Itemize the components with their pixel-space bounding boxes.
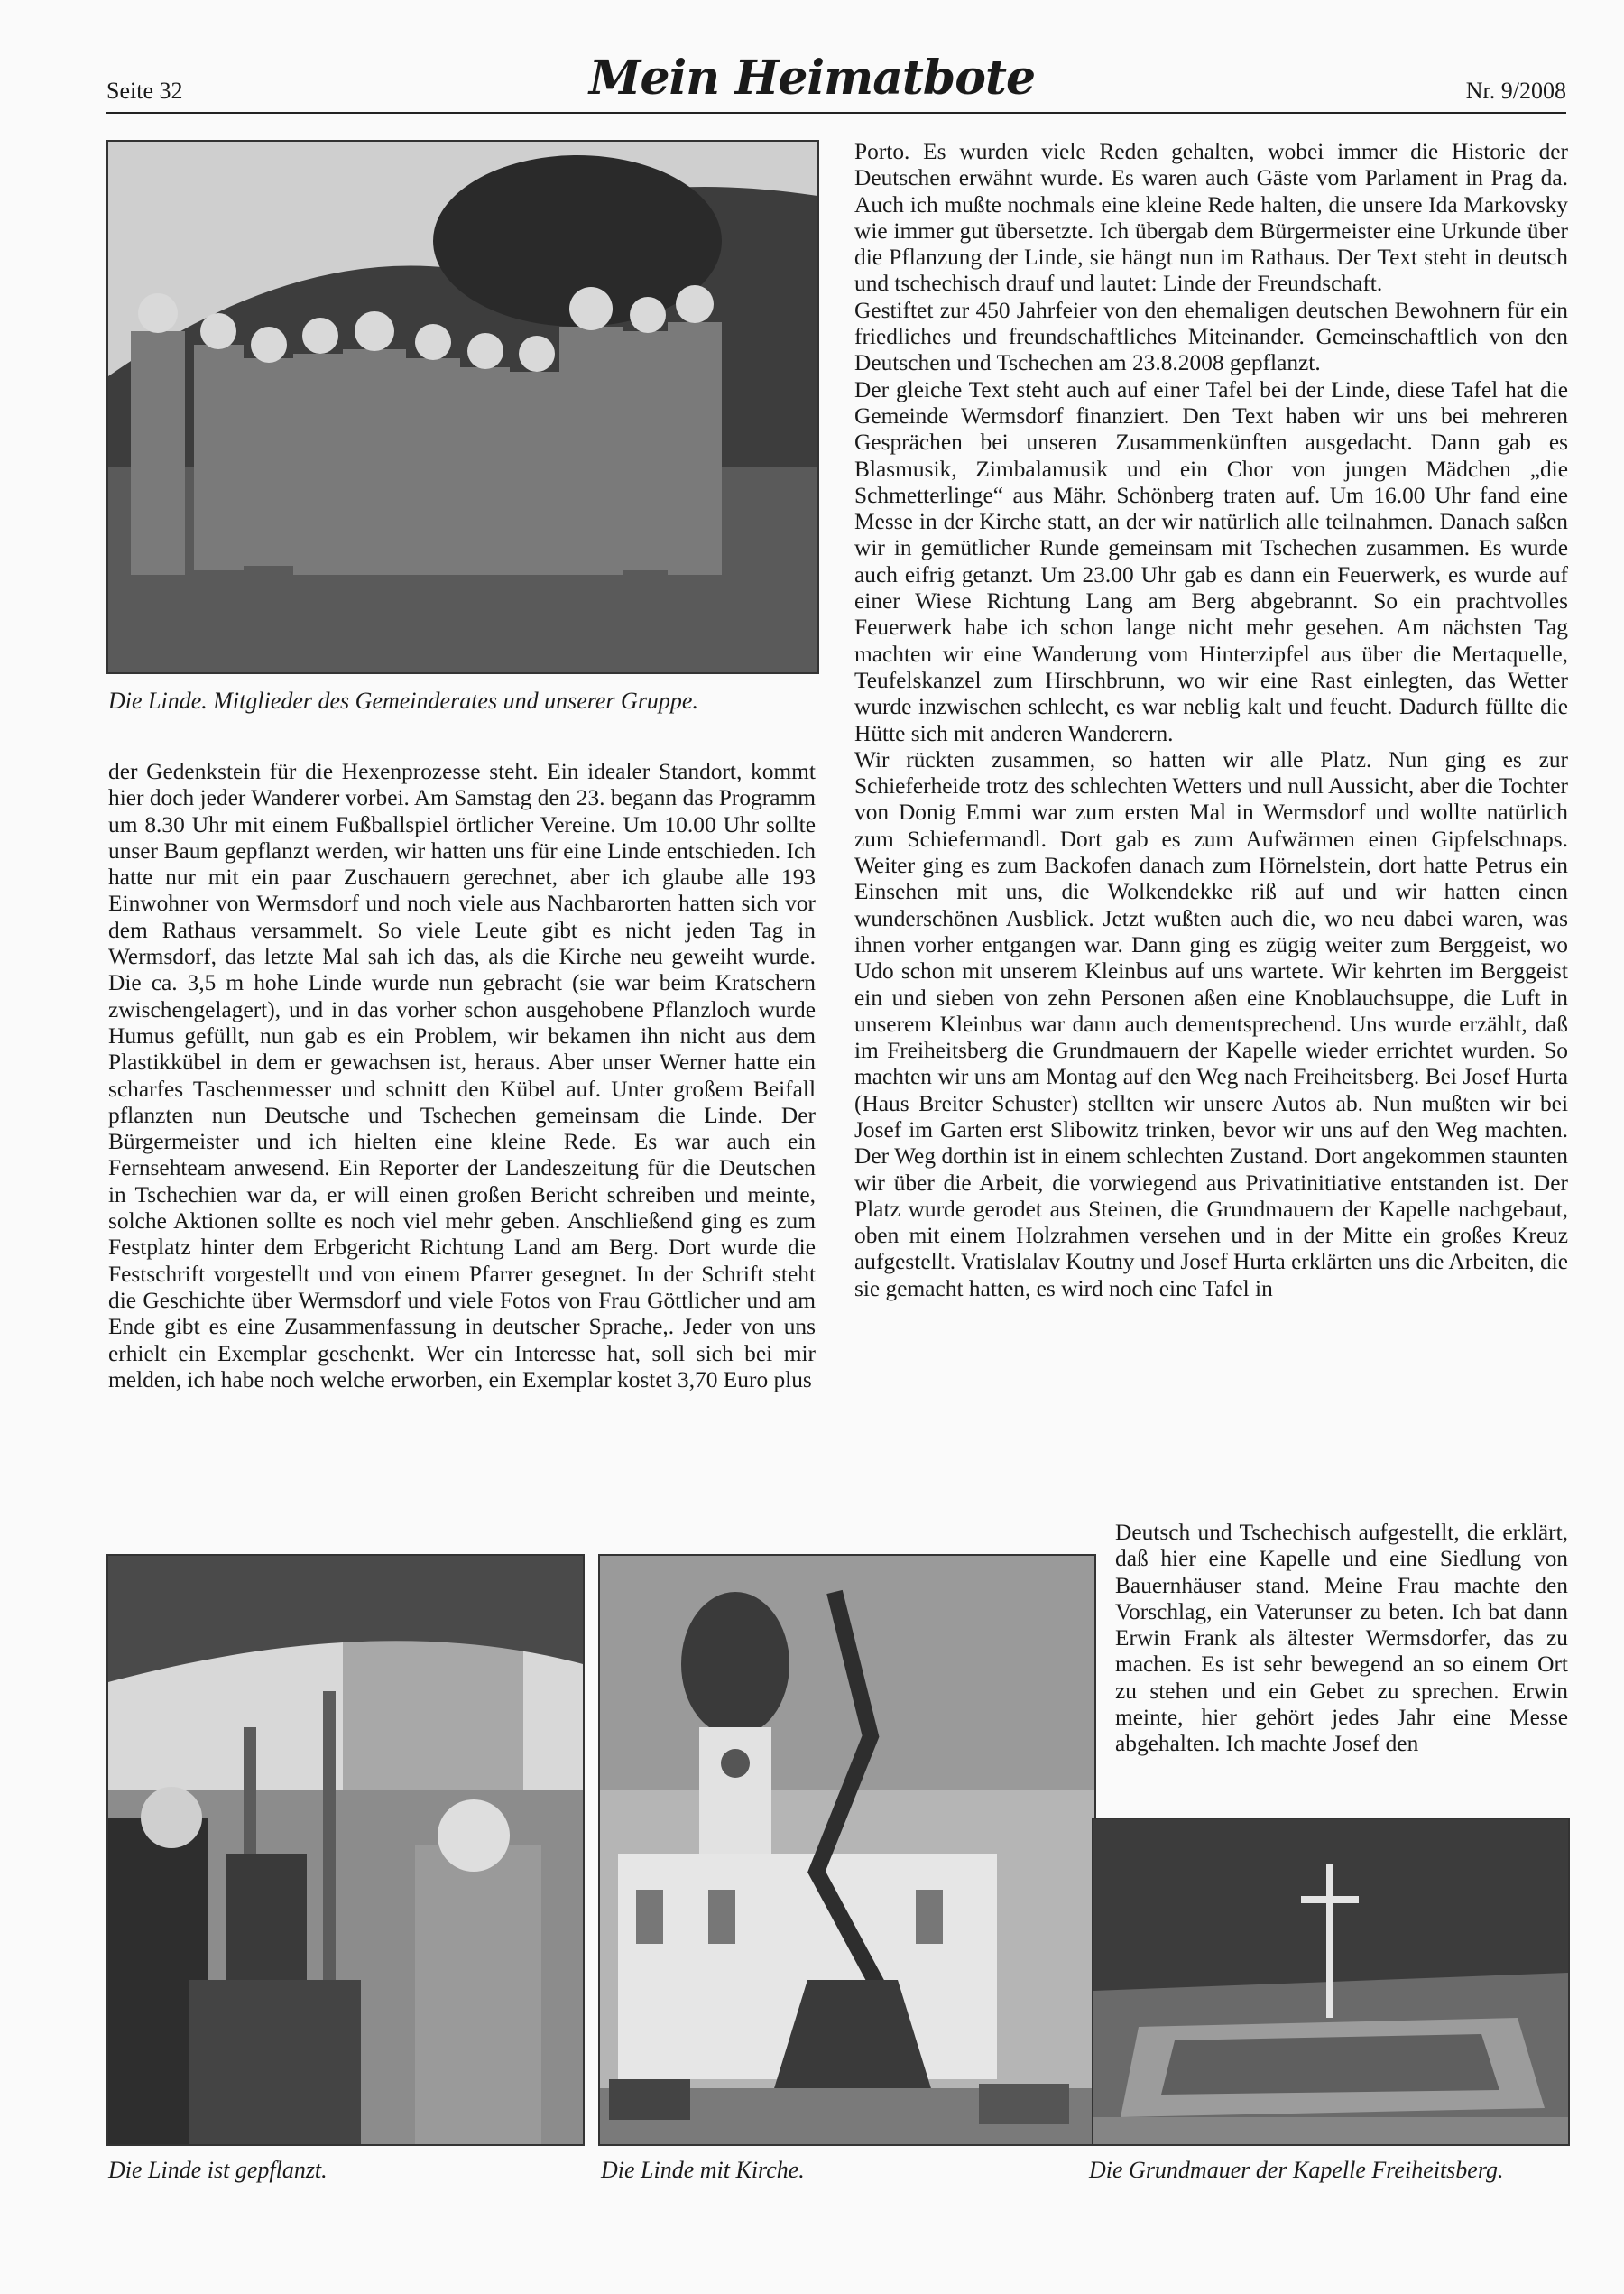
article-narrow-column xyxy=(1115,1520,1568,1758)
church-photo-caption: Die Linde mit Kirche. xyxy=(601,2157,805,2183)
header-rule xyxy=(106,112,1566,114)
paragraph: Der gleiche Text steht auch auf einer Tafel bei der Linde, diese Tafel hat die Gemeinde Wermsdorf finanziert. Den Text haben wir uns bei mehreren Gesprächen bei unseren Zusammenkünften ausgedacht. Dann gab es Blasmusik, Zimbalamusik und ein Chor von jungen Mädchen „die Schmetterlinge“ aus Mähr. Schönberg traten auf. Um 16.00 Uhr fand eine Messe in der Kirche statt, an der wir natürlich alle teilnahmen. Danach saßen wir in gemütlicher Runde gemeinsam mit Tschechen zusammen. Es wurde auch eifrig getanzt. Um 23.00 Uhr gab es dann ein Feuerwerk, es wurde auf einer Wiese Richtung Lang am Berg abgebrannt. So ein prachtvolles Feuerwerk habe ich schon lange nicht mehr gesehen. Am nächsten Tag machten wir eine Wanderung vom Hinterzipfel aus über die Mertaquelle, Teufelskanzel zum Hirschbrunn, wo wir eine Rast einlegten, das Wetter wurde inzwischen schlecht, es war neblig kalt und feucht. Dadurch füllte die Hütte sich mit anderen Wanderern. xyxy=(854,376,1568,746)
chapel-photo-caption: Die Grundmauer der Kapelle Freiheitsberg. xyxy=(1089,2157,1504,2183)
paragraph: der Gedenkstein für die Hexenprozesse steht. Ein idealer Standort, kommt hier doch jeder Wanderer vorbei. Am Samstag den 23. begann das Programm um 8.30 Uhr mit einem Fußballspiel örtlicher Vereine. Um 10.00 Uhr sollte unser Baum gepflanzt werden, wir hatten uns für eine Linde entschieden. Ich hatte nur mit ein paar Zuschauern gerechnet, aber ich glaube alle 193 Einwohner von Wermsdorf und noch viele aus Nachbarorten hatten sich vor dem Rathaus versammelt. So viele Leute gibt es nicht jeden Tag in Wermsdorf, das letzte Mal sah ich das, als die Kirche neu geweiht wurde. Die ca. 3,5 m hohe Linde wurde nun gebracht (sie war beim Kratschern zwischengelagert), und in das vorher schon ausgehobene Pflanzloch wurde Humus gefüllt, nun gab es ein Problem, wir bekamen ihn nicht aus dem Plastikkübel in dem er gewachsen ist, heraus. Aber unser Werner hatte ein scharfes Taschenmesser und schnitt den Kübel auf. Unter großem Beifall pflanzten nun Deutsche und Tschechen gemeinsam die Linde. Der Bürgermeister und ich hielten eine kleine Rede. Es war auch ein Fernsehteam anwesend. Ein Reporter der Landeszeitung für die Deutschen in Tschechien war da, er will einen großen Bericht schreiben und meinte, solche Aktionen sollte es noch viel mehr geben. Anschließend ging es zum Festplatz hinter dem Erbgericht Richtung Land am Berg. Dort wurde die Festschrift vorgestellt und von einem Pfarrer gesegnet. In der Schrift steht die Geschichte über Wermsdorf und viele Fotos von Frau Göttlicher und am Ende gibt es eine Zusammenfassung in deutscher Sprache,. Jeder von uns erhielt ein Exemplar geschenkt. Wer ein Interesse hat, soll sich bei mir melden, ich habe noch welche erworben, ein Exemplar kostet 3,70 Euro plus xyxy=(108,759,816,1392)
paragraph: Wir rückten zusammen, so hatten wir alle Platz. Nun ging es zur Schieferheide trotz des schlechten Wetters und null Aussicht, aber die Tochter von Donig Emmi war zum ersten Mal in Wermsdorf und wollte natürlich zum Schiefermandl. Dort gab es zum Aufwärmen einen Gipfelschnaps. Weiter ging es zum Backofen danach zum Hörnelstein, dort hatte Petrus ein Einsehen mit uns, die Wolkendekke riß auf und wir hatten einen wunderschönen Ausblick. Jetzt wußten auch die, wo neu dabei waren, was ihnen vorher entgangen war. Dann ging es zügig weiter zum Berggeist, wo Udo schon mit unserem Kleinbus auf uns wartete. Wir kehrten im Berggeist ein und sieben von zehn Personen aßen eine Knoblauchsuppe, die Luft in unserem Kleinbus war dann auch dementsprechend. Uns wurde erzählt, daß im Freiheitsberg die Grundmauern der Kapelle wieder errichtet wurden. So machten wir uns am Montag auf den Weg nach Freiheitsberg. Bei Josef Hurta (Haus Breiter Schuster) stellten wir unsere Autos ab. Nun mußten wir bei Josef im Garten erst Slibowitz trinken, bevor wir uns auf den Weg machten. Der Weg dorthin ist in einem schlechten Zustand. Dort angekommen staunten wir über die Arbeit, die vorwiegend aus Privatinitiative entstanden ist. Der Platz wurde gerodet aus Steinen, die Grundmauern der Kapelle nachgebaut, oben mit einem Holzrahmen versehen und in der Mitte ein großes Kreuz aufgestellt. Vratislalav Koutny und Josef Hurta erklärten uns die Arbeiten, die sie gemacht hatten, es wird noch eine Tafel in xyxy=(854,746,1568,1301)
chapel-photo xyxy=(1092,1818,1570,2146)
paragraph: Deutsch und Tschechisch aufgestellt, die erklärt, daß hier eine Kapelle und eine Siedlung von Bauernhäuser stand. Meine Frau machte den Vorschlag, ein Vaterunser zu beten. Ich bat dann Erwin Frank als ältester Wermsdorfer, das zu machen. Es ist sehr bewegend an so einem Ort zu stehen und ein Gebet zu sprechen. Erwin meinte, hier gehört jedes Jahr eine Messe abgehalten. Ich machte Josef den xyxy=(1115,1520,1568,1757)
paragraph: Porto. Es wurden viele Reden gehalten, wobei immer die Historie der Deutschen erwähnt wurde. Es waren auch Gäste vom Parlament in Prag da. Auch ich mußte nochmals eine kleine Rede halten, die unsere Ida Markovsky wie immer gut übersetzte. Ich übergab dem Bürgermeister eine Urkunde über die Pflanzung der Linde, sie hängt nun im Rathaus. Der Text steht in deutsch und tschechisch drauf und lautet: Linde der Freundschaft. xyxy=(854,139,1568,297)
planting-photo-caption: Die Linde ist gepflanzt. xyxy=(108,2157,328,2183)
article-right-column xyxy=(854,139,1568,1302)
article-left-column xyxy=(108,759,816,1393)
issue-number: Nr. 9/2008 xyxy=(1465,78,1566,104)
page-number: Seite 32 xyxy=(106,78,183,104)
paragraph: Gestiftet zur 450 Jahrfeier von den ehemaligen deutschen Bewohnern für ein friedliches und freundschaftliches Miteinander. Gemeinschaftlich von den Deutschen und Tschechen am 23.8.2008 gepflanzt. xyxy=(854,297,1568,376)
group-photo-caption: Die Linde. Mitglieder des Gemeinderates und unserer Gruppe. xyxy=(108,688,698,714)
church-photo xyxy=(598,1554,1096,2146)
planting-photo xyxy=(106,1554,585,2146)
group-photo xyxy=(106,140,819,674)
masthead-title: Mein Heimatbote xyxy=(588,51,1036,106)
